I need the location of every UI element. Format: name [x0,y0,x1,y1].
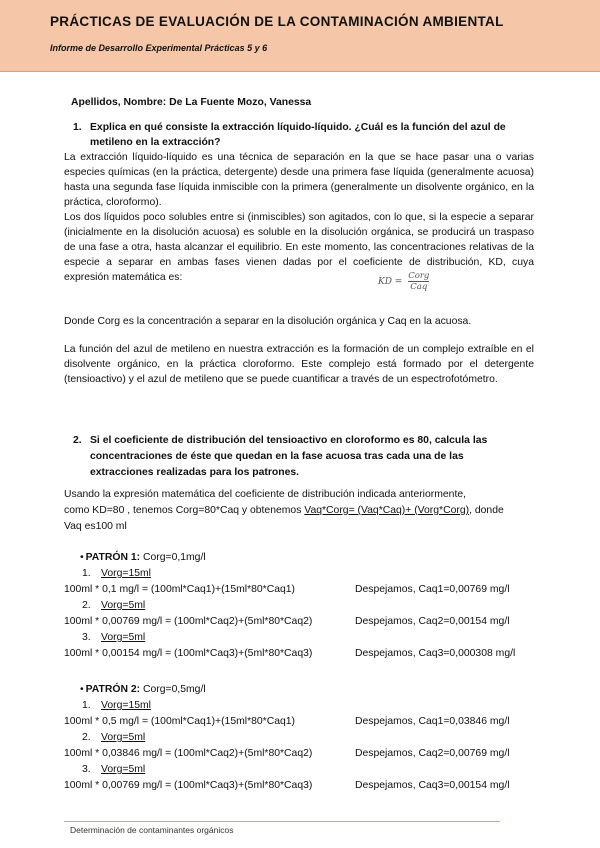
p1-step3-equation: 100ml * 0,00154 mg/l = (100ml*Caq3)+(5ml*80*Caq3) [64,648,313,659]
p1-step3-vorg: Vorg=5ml [101,632,146,643]
q1-question-line1: Explica en qué consiste la extracción líquido-líquido. ¿Cuál es la función del azul de [90,122,506,133]
formula-lhs: KD = [378,277,403,287]
formula-fraction [408,271,429,292]
p1-step2-equation: 100ml * 0,00769 mg/l = (100ml*Caq2)+(5ml*80*Caq2) [64,616,313,627]
q2-intro-line2-b: , donde [469,505,504,516]
footer-divider [64,821,500,822]
p2-step3-result: Despejamos, Caq3=0,00154 mg/l [355,780,510,791]
patron-2-heading [80,683,206,696]
patron-1-label: PATRÓN 1: [85,552,141,563]
p1-step1-vorg: Vorg=15ml [101,568,151,579]
p1-step3-result: Despejamos, Caq3=0,000308 mg/l [355,648,516,659]
p2-step3-equation: 100ml * 0,00769 mg/l = (100ml*Caq3)+(5ml*80*Caq3) [64,780,313,791]
formula-denominator: Caq [410,282,428,292]
author-line: Apellidos, Nombre: De La Fuente Mozo, Vanessa [71,97,312,108]
p1-step1-number: 1. [82,568,91,579]
q1-paragraph-1: La extracción líquido-líquido es una técnica de separación en la que se hace pasar una o varias especies químicas (en la práctica, detergente) desde una primera fase líquida (generalmente acuosa) hasta una segunda fase líquida inmiscible con la primera (generalmente un disolvente orgánico, en la práctica, cloroformo). [64,152,534,208]
q2-question-line1: Si el coeficiente de distribución del tensioactivo en cloroformo es 80, calcula las [90,435,488,446]
p1-step1-equation: 100ml * 0,1 mg/l = (100ml*Caq1)+(15ml*80*Caq1) [64,584,296,595]
bullet-icon: • [80,684,84,695]
q2-intro-line1: Usando la expresión matemática del coeficiente de distribución indicada anteriormente, [64,489,466,500]
p2-step1-number: 1. [82,700,91,711]
document-subtitle: Informe de Desarrollo Experimental Prácticas 5 y 6 [50,43,268,53]
p1-step3-number: 3. [82,632,91,643]
page-footer: Determinación de contaminantes orgánicos [70,825,234,835]
p1-step2-vorg: Vorg=5ml [101,600,146,611]
p2-step1-result: Despejamos, Caq1=0,03846 mg/l [355,716,510,727]
patron-2-label: PATRÓN 2: [85,684,141,695]
q2-question-line2: concentraciones de éste que quedan en la fase acuosa tras cada una de las [90,451,464,462]
q1-paragraph-3: Donde Corg es la concentración a separar en la disolución orgánica y Caq en la acuosa. [64,316,472,327]
q2-intro-line3: Vaq es100 ml [64,521,127,532]
p1-step2-number: 2. [82,600,91,611]
p2-step2-equation: 100ml * 0,03846 mg/l = (100ml*Caq2)+(5ml*80*Caq2) [64,748,313,759]
patron-1-value: Corg=0,1mg/l [142,552,206,563]
p1-step1-result: Despejamos, Caq1=0,00769 mg/l [355,584,510,595]
p2-step1-equation: 100ml * 0,5 mg/l = (100ml*Caq1)+(15ml*80*Caq1) [64,716,296,727]
patron-2-value: Corg=0,5mg/l [142,684,206,695]
page-header [0,0,600,72]
p2-step2-vorg: Vorg=5ml [101,732,146,743]
p2-step3-vorg: Vorg=5ml [101,764,146,775]
p2-step3-number: 3. [82,764,91,775]
bullet-icon: • [80,552,84,563]
document-title: PRÁCTICAS DE EVALUACIÓN DE LA CONTAMINACIÓN AMBIENTAL [50,14,504,29]
q1-paragraph-2: Los dos líquidos poco solubles entre si (inmiscibles) son agitados, con lo que, si la especie a separar (inicialmente en la disolución acuosa) es soluble en la disolución orgánica, se producirá un traspaso de una fase a otra, hasta alcanzar el equilibrio. En este momento, las concentraciones relativas de la especie a separar en ambas fases vienen dadas por el coeficiente de distribución, KD, cuya expresión matemática es: [64,212,534,283]
p2-step2-number: 2. [82,732,91,743]
q1-number: 1. [73,122,82,133]
q2-intro-line2 [64,504,504,517]
p2-step1-vorg: Vorg=15ml [101,700,151,711]
p2-step2-result: Despejamos, Caq2=0,00769 mg/l [355,748,510,759]
q1-question-line2: metileno en la extracción? [90,137,221,148]
q1-paragraph-4: La función del azul de metileno en nuestra extracción es la formación de un complejo extraíble en el disolvente orgánico, en la práctica cloroformo. Este complejo está formado por el detergente (tensioactivo) y el azul de metileno que se puede cuantificar a través de un espectrofotómetro. [64,344,534,385]
distribution-formula [378,271,429,292]
mass-balance-equation: Vaq*Corg= (Vaq*Caq)+ (Vorg*Corg) [304,505,470,516]
q2-number: 2. [73,435,82,446]
q2-intro-line2-a: como KD=80 , tenemos Corg=80*Caq y obtenemos [64,505,305,516]
p1-step2-result: Despejamos, Caq2=0,00154 mg/l [355,616,510,627]
q2-question-line3: extracciones realizadas para los patrones. [90,467,300,478]
patron-1-heading [80,551,206,564]
formula-numerator: Corg [408,271,430,281]
